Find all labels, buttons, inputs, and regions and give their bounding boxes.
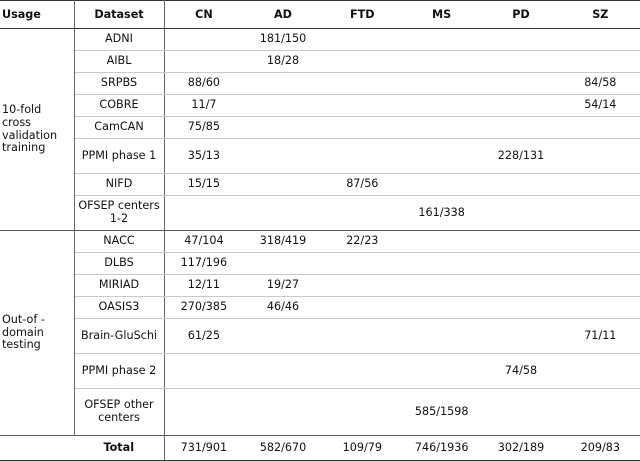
table-row [0,389,640,436]
sz-cell [561,51,640,73]
dataset-cell: PPMI phase 1 [74,139,164,174]
cn-cell: 117/196 [164,253,243,275]
ms-cell [402,319,481,354]
cn-cell: 270/385 [164,297,243,319]
sz-cell [561,297,640,319]
cn-cell: 35/13 [164,139,243,174]
table-row [0,73,640,95]
pd-cell [481,196,560,231]
pd-cell [481,73,560,95]
sz-cell [561,117,640,139]
ad-cell [243,73,322,95]
ms-cell [402,297,481,319]
ad-cell [243,95,322,117]
total-sz: 209/83 [561,436,640,461]
ms-cell [402,253,481,275]
ms-cell [402,117,481,139]
ms-cell [402,275,481,297]
dataset-cell: SRPBS [74,73,164,95]
sz-cell: 71/11 [561,319,640,354]
ftd-cell [323,196,402,231]
sz-cell: 84/58 [561,73,640,95]
pd-cell [481,297,560,319]
cn-cell: 11/7 [164,95,243,117]
ms-cell [402,231,481,253]
ftd-cell [323,275,402,297]
ad-cell [243,196,322,231]
sz-cell: 54/14 [561,95,640,117]
ms-cell [402,95,481,117]
total-ftd: 109/79 [323,436,402,461]
ftd-cell [323,29,402,51]
header-cn: CN [164,1,243,29]
dataset-cell: OFSEP other centers [74,389,164,436]
pd-cell [481,275,560,297]
total-ad: 582/670 [243,436,322,461]
sz-cell [561,139,640,174]
header-sz: SZ [561,1,640,29]
cn-cell [164,354,243,389]
table-row [0,29,640,51]
cn-cell [164,196,243,231]
ftd-cell: 22/23 [323,231,402,253]
ad-cell [243,354,322,389]
usage-testing: Out-of -domain testing [0,231,74,436]
ad-cell [243,139,322,174]
total-usage-blank [0,436,74,461]
cn-cell [164,389,243,436]
header-ad: AD [243,1,322,29]
sz-cell [561,389,640,436]
table-row [0,95,640,117]
ms-cell [402,174,481,196]
pd-cell [481,253,560,275]
ad-cell: 46/46 [243,297,322,319]
ad-cell [243,253,322,275]
cn-cell: 88/60 [164,73,243,95]
ad-cell [243,389,322,436]
pd-cell: 74/58 [481,354,560,389]
dataset-cell: Brain-GluSchi [74,319,164,354]
table-row [0,174,640,196]
pd-cell [481,174,560,196]
table-row [0,196,640,231]
dataset-cell: ADNI [74,29,164,51]
ftd-cell [323,95,402,117]
dataset-cell: COBRE [74,95,164,117]
total-pd: 302/189 [481,436,560,461]
ad-cell: 318/419 [243,231,322,253]
dataset-cell: OFSEP centers 1-2 [74,196,164,231]
table-row [0,117,640,139]
cn-cell: 12/11 [164,275,243,297]
header-usage: Usage [0,1,74,29]
sz-cell [561,275,640,297]
pd-cell [481,231,560,253]
ad-cell: 181/150 [243,29,322,51]
sz-cell [561,231,640,253]
sz-cell [561,174,640,196]
table-row [0,51,640,73]
cn-cell: 75/85 [164,117,243,139]
ftd-cell [323,389,402,436]
cn-cell: 47/104 [164,231,243,253]
table-row [0,275,640,297]
ad-cell [243,174,322,196]
ftd-cell [323,139,402,174]
dataset-cell: AIBL [74,51,164,73]
pd-cell: 228/131 [481,139,560,174]
ad-cell [243,319,322,354]
cn-cell [164,51,243,73]
ftd-cell [323,117,402,139]
total-row [0,436,640,461]
ftd-cell [323,354,402,389]
sz-cell [561,196,640,231]
ms-cell: 161/338 [402,196,481,231]
cn-cell [164,29,243,51]
pd-cell [481,29,560,51]
ftd-cell [323,319,402,354]
ms-cell [402,139,481,174]
total-cn: 731/901 [164,436,243,461]
pd-cell [481,319,560,354]
ftd-cell [323,297,402,319]
table-row [0,139,640,174]
table-row [0,354,640,389]
ms-cell [402,354,481,389]
header-dataset: Dataset [74,1,164,29]
ms-cell: 585/1598 [402,389,481,436]
ftd-cell [323,51,402,73]
sz-cell [561,29,640,51]
header-pd: PD [481,1,560,29]
pd-cell [481,95,560,117]
dataset-cell: MIRIAD [74,275,164,297]
total-label: Total [74,436,164,461]
header-ftd: FTD [323,1,402,29]
total-ms: 746/1936 [402,436,481,461]
ad-cell [243,117,322,139]
ftd-cell: 87/56 [323,174,402,196]
dataset-cell: DLBS [74,253,164,275]
ms-cell [402,51,481,73]
ftd-cell [323,73,402,95]
dataset-cell: NACC [74,231,164,253]
sz-cell [561,354,640,389]
table-row [0,231,640,253]
header-ms: MS [402,1,481,29]
header-row [0,1,640,29]
table-row [0,319,640,354]
dataset-cell: OASIS3 [74,297,164,319]
usage-training: 10-fold cross validation training [0,29,74,231]
table-row [0,297,640,319]
sz-cell [561,253,640,275]
pd-cell [481,51,560,73]
ms-cell [402,73,481,95]
dataset-cell: NIFD [74,174,164,196]
dataset-cell: PPMI phase 2 [74,354,164,389]
ad-cell: 18/28 [243,51,322,73]
dataset-cell: CamCAN [74,117,164,139]
table-row [0,253,640,275]
pd-cell [481,117,560,139]
cn-cell: 15/15 [164,174,243,196]
cn-cell: 61/25 [164,319,243,354]
ms-cell [402,29,481,51]
ftd-cell [323,253,402,275]
pd-cell [481,389,560,436]
ad-cell: 19/27 [243,275,322,297]
